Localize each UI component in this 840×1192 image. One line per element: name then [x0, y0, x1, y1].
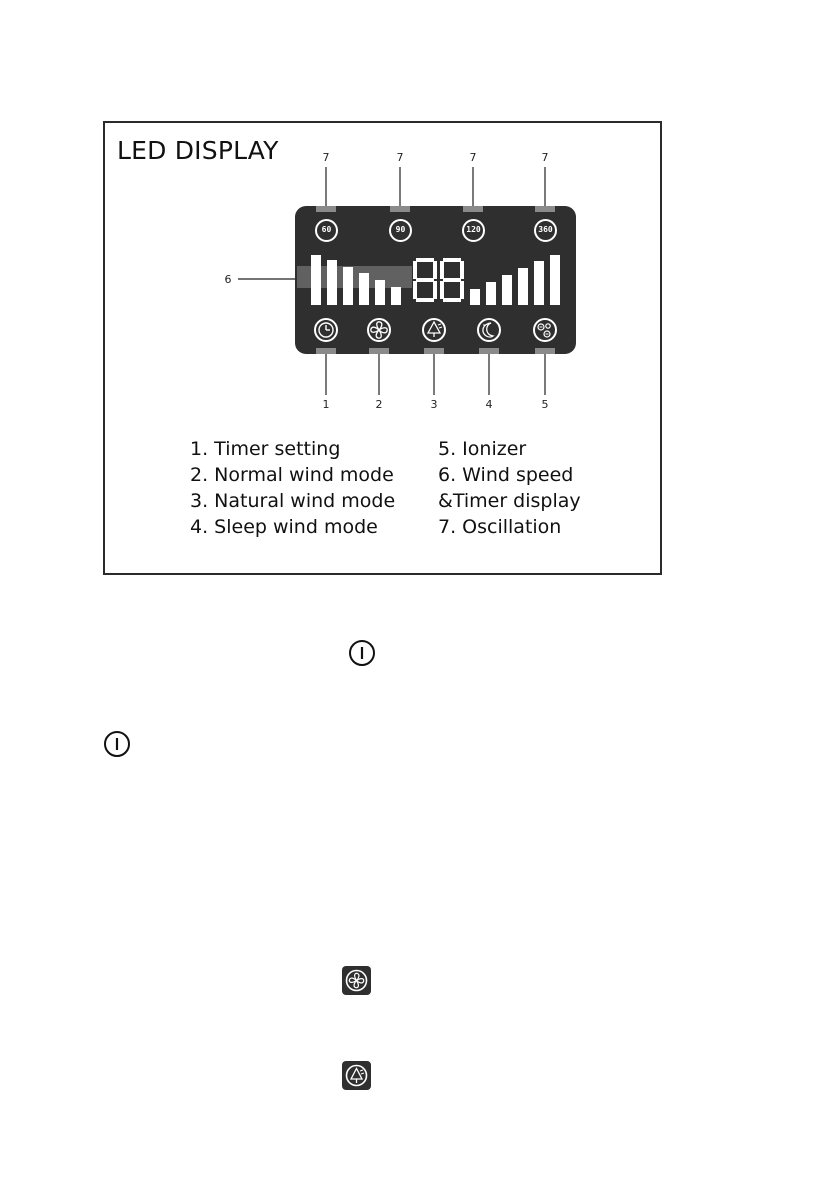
callout-wind-speed: 6: [224, 273, 232, 286]
callout-oscillation-90: 7: [396, 151, 404, 164]
power-icon: [102, 729, 132, 759]
callout-timer: 1: [322, 398, 330, 411]
diagram-title: LED DISPLAY: [117, 136, 279, 165]
callout-normal-wind: 2: [375, 398, 383, 411]
fan-icon: [342, 966, 371, 995]
callout-ionizer: 5: [541, 398, 549, 411]
legend-item: 5. Ionizer: [438, 438, 527, 460]
legend-item: &Timer display: [438, 490, 581, 512]
legend-item: 4. Sleep wind mode: [190, 516, 378, 538]
oscillation-60-label: 60: [321, 225, 332, 234]
callout-oscillation-360: 7: [541, 151, 549, 164]
oscillation-360-label: 360: [538, 225, 553, 234]
power-icon: [347, 638, 377, 668]
legend-item: 3. Natural wind mode: [190, 490, 396, 512]
callout-natural-wind: 3: [430, 398, 438, 411]
legend-item: 2. Normal wind mode: [190, 464, 394, 486]
oscillation-120-label: 120: [466, 225, 481, 234]
oscillation-90-label: 90: [395, 225, 406, 234]
legend-right: [438, 436, 581, 540]
legend-item: 1. Timer setting: [190, 438, 341, 460]
callout-sleep-wind: 4: [485, 398, 493, 411]
legend-item: 6. Wind speed: [438, 464, 574, 486]
legend-left: [190, 436, 395, 540]
callout-oscillation-60: 7: [322, 151, 330, 164]
legend-item: 7. Oscillation: [438, 516, 562, 538]
callout-oscillation-120: 7: [469, 151, 477, 164]
natural-wind-icon: [342, 1061, 371, 1090]
